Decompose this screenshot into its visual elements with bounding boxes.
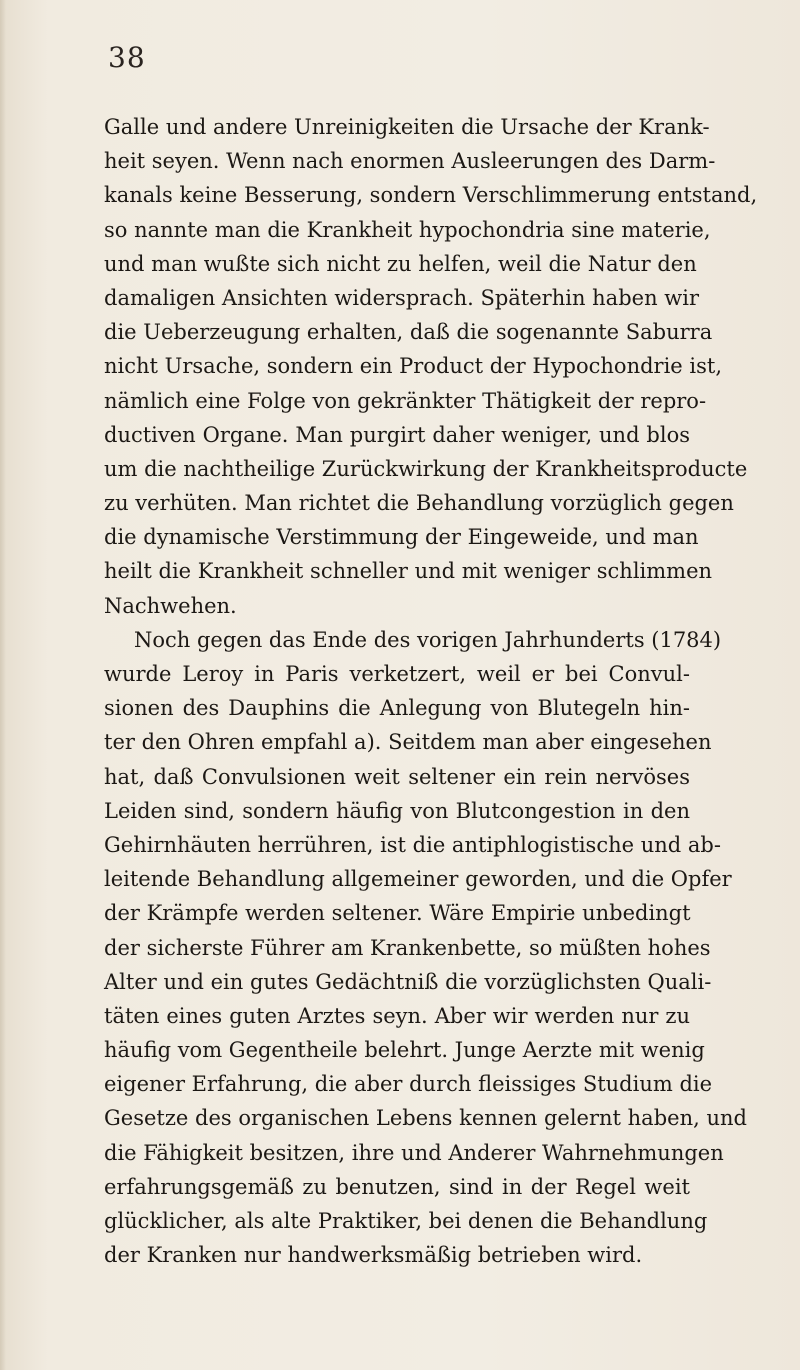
- text-line: hat, daß Convulsionen weit seltener ein rein nervöses: [104, 764, 690, 789]
- text-line: damaligen Ansichten widersprach. Späterhin haben wir: [104, 285, 699, 310]
- text-line: die Ueberzeugung erhalten, daß die sogenannte Saburra: [104, 320, 713, 345]
- text-line: nämlich eine Folge von gekränkter Thätigkeit der repro-: [104, 388, 707, 413]
- body-text: [104, 110, 758, 1272]
- text-line: so nannte man die Krankheit hypochondria sine materie,: [104, 217, 711, 242]
- text-line: Galle und andere Unreinigkeiten die Ursache der Krank-: [104, 115, 710, 139]
- text-line: der Krämpfe werden seltener. Wäre Empirie unbedingt: [104, 901, 691, 926]
- text-line: Gehirnhäuten herrühren, ist die antiphlogistische und ab-: [104, 832, 721, 857]
- text-line: sionen des Dauphins die Anlegung von Blutegeln hin-: [104, 696, 690, 721]
- text-line: heilt die Krankheit schneller und mit weniger schlimmen: [104, 559, 713, 584]
- text-line: die dynamische Verstimmung der Eingeweide, und man: [104, 525, 699, 550]
- text-line: Leiden sind, sondern häufig von Blutcongestion in den: [104, 798, 690, 823]
- page-gutter-shadow: [0, 0, 6, 1370]
- text-line: täten eines guten Arztes seyn. Aber wir werden nur zu: [104, 1003, 690, 1028]
- paragraph-end-line: Nachwehen.: [104, 593, 237, 618]
- text-line: zu verhüten. Man richtet die Behandlung vorzüglich gegen: [104, 491, 734, 516]
- text-line: ductiven Organe. Man purgirt daher weniger, und blos: [104, 422, 690, 447]
- text-line: der sicherste Führer am Krankenbette, so müßten hohes: [104, 935, 711, 960]
- footnote-reference-line: ter den Ohren empfahl a). Seitdem man aber eingesehen: [104, 730, 712, 755]
- text-line: nicht Ursache, sondern ein Product der Hypochondrie ist,: [104, 354, 723, 379]
- text-line: die Fähigkeit besitzen, ihre und Anderer Wahrnehmungen: [104, 1140, 724, 1165]
- text-line: Alter und ein gutes Gedächtniß die vorzüglichsten Quali-: [104, 969, 712, 994]
- text-line: heit seyen. Wenn nach enormen Ausleerungen des Darm-: [104, 149, 716, 174]
- page-number: 38: [108, 41, 146, 74]
- text-line: Gesetze des organischen Lebens kennen gelernt haben, und: [104, 1106, 747, 1131]
- text-line: um die nachtheilige Zurückwirkung der Krankheitsproducte: [104, 456, 748, 481]
- text-line: erfahrungsgemäß zu benutzen, sind in der Regel weit: [104, 1174, 690, 1199]
- text-line: und man wußte sich nicht zu helfen, weil die Natur den: [104, 251, 697, 276]
- text-line: wurde Leroy in Paris verketzert, weil er bei Convul-: [104, 662, 690, 686]
- text-line: glücklicher, als alte Praktiker, bei denen die Behandlung: [104, 1209, 708, 1233]
- text-line: leitende Behandlung allgemeiner geworden, und die Opfer: [104, 867, 732, 892]
- paragraph-end-line: der Kranken nur handwerksmäßig betrieben wird.: [104, 1243, 643, 1268]
- text-line: eigener Erfahrung, die aber durch fleissiges Studium die: [104, 1072, 713, 1097]
- text-line: kanals keine Besserung, sondern Verschlimmerung entstand,: [104, 183, 758, 208]
- text-line: häufig vom Gegentheile belehrt. Junge Aerzte mit wenig: [104, 1038, 705, 1063]
- paragraph-start-line: Noch gegen das Ende des vorigen Jahrhunderts (1784): [134, 627, 722, 652]
